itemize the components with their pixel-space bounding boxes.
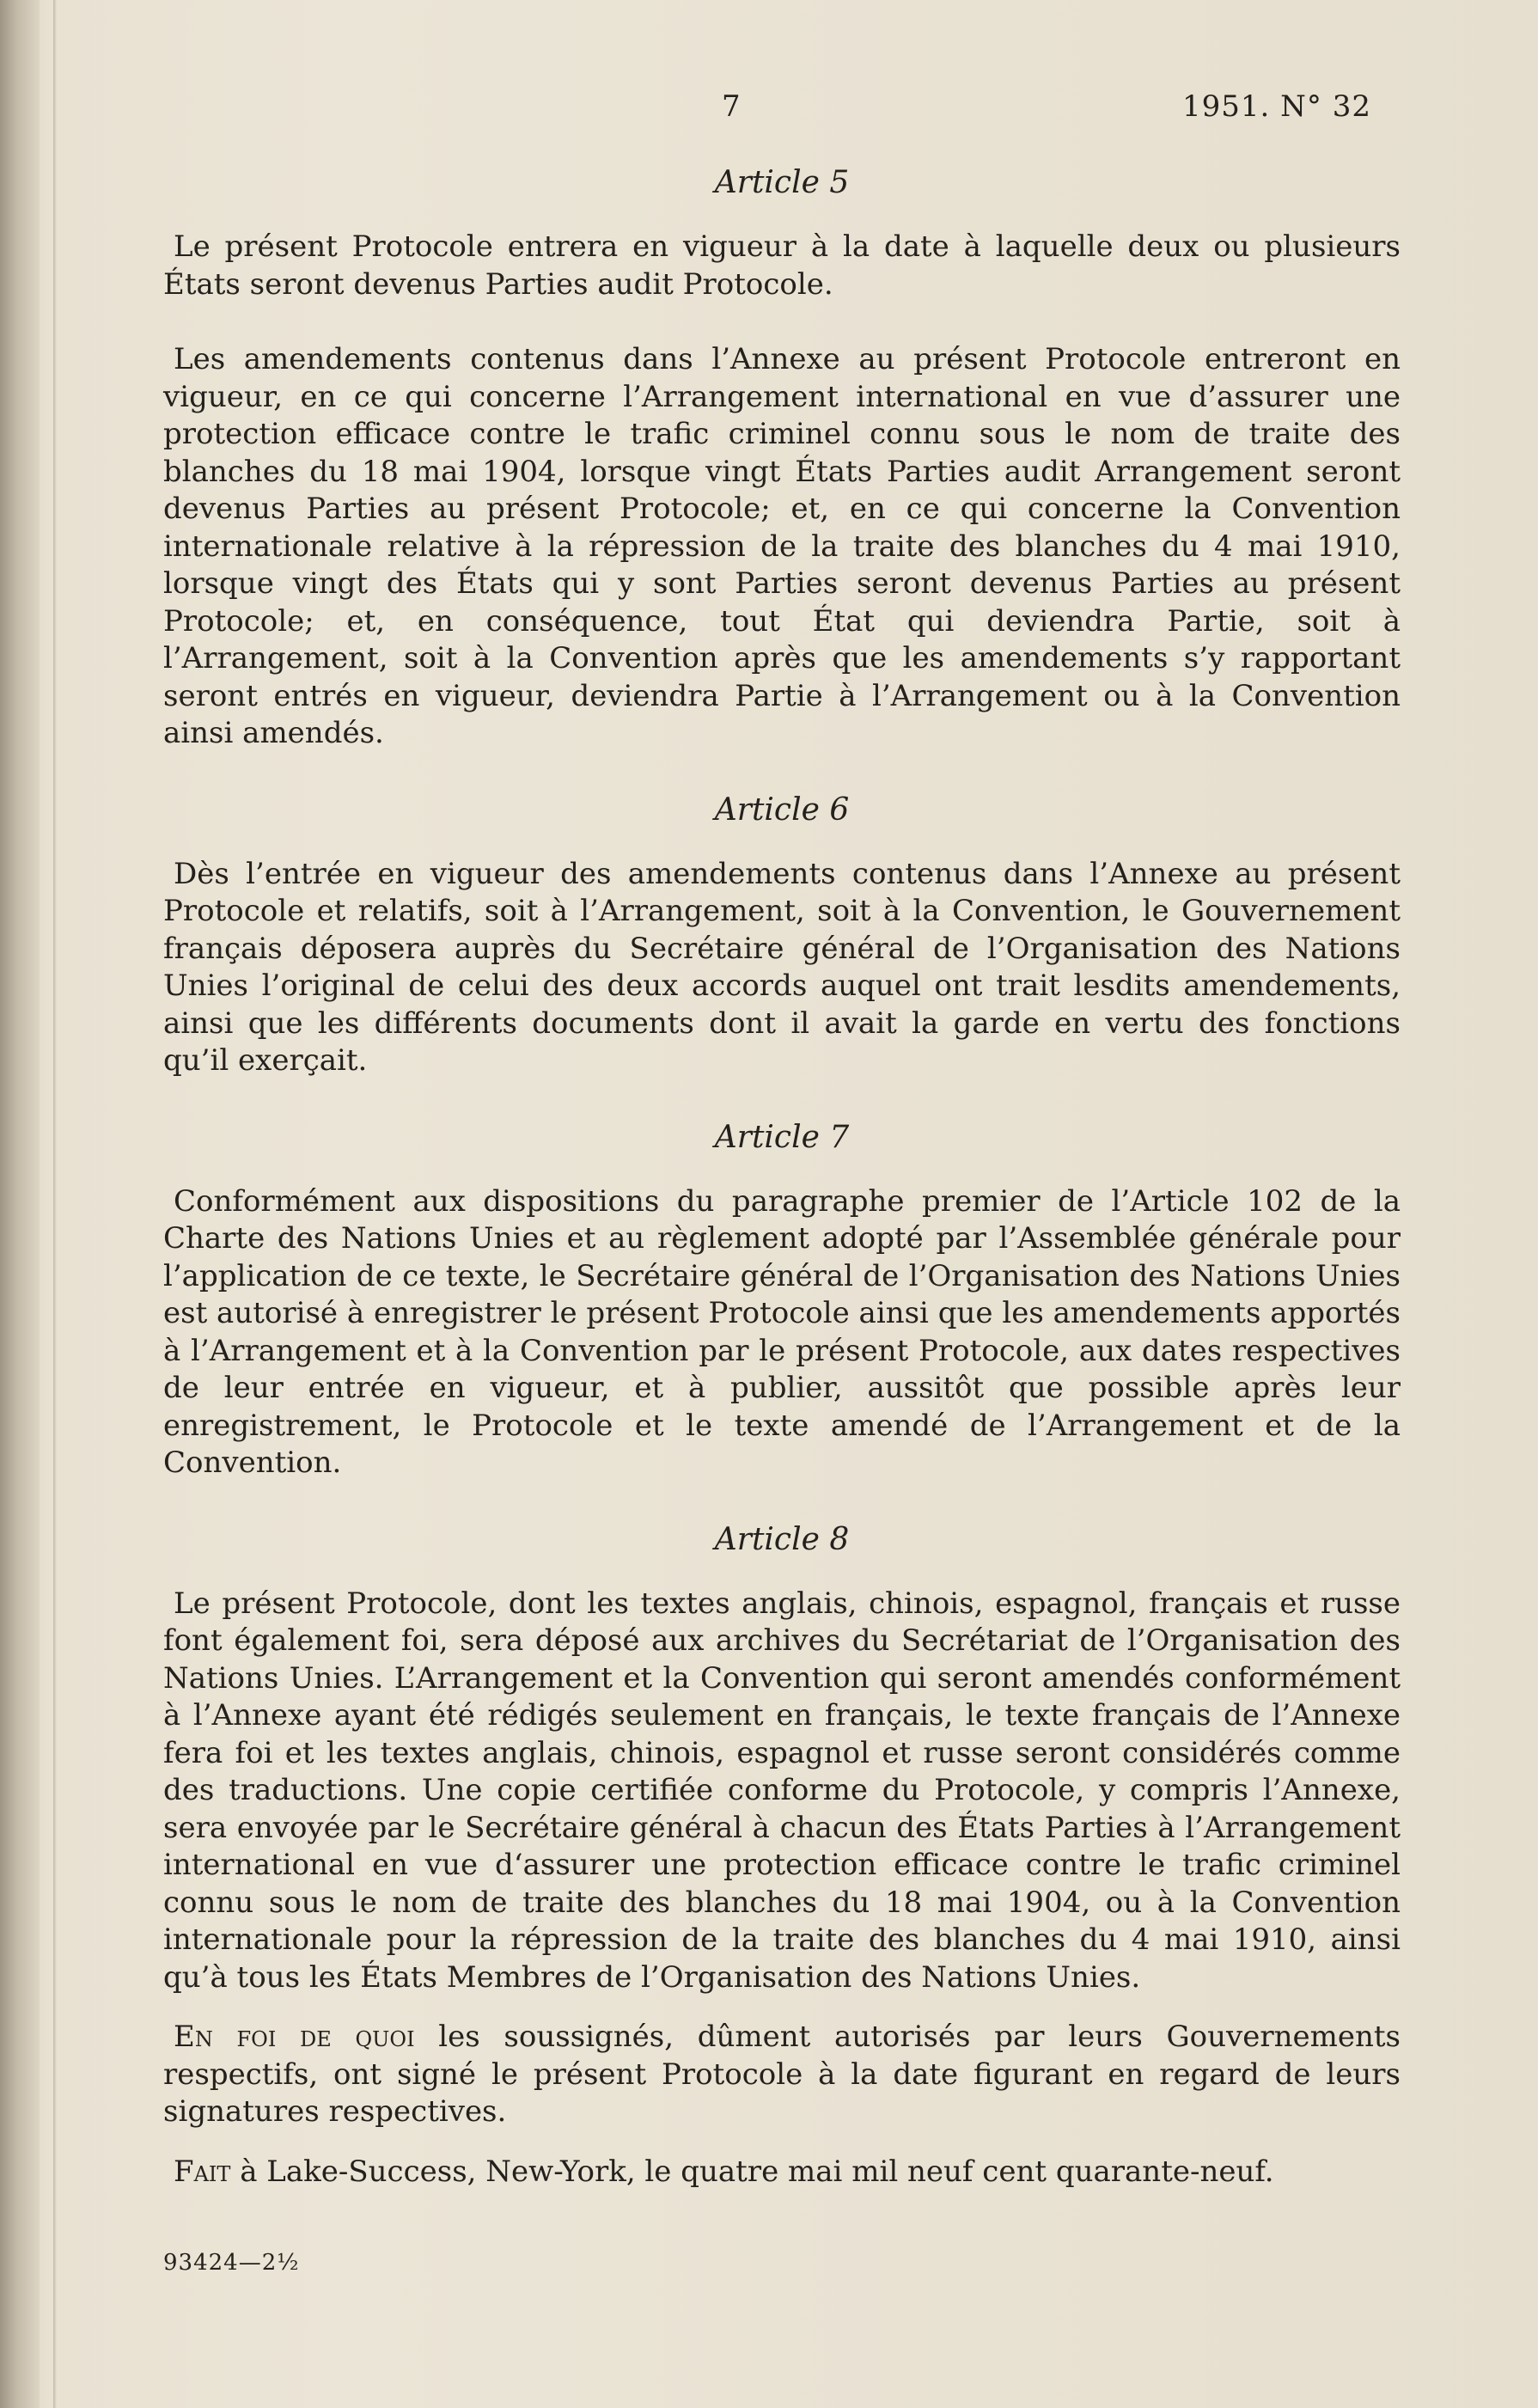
witness-lead: En foi de quoi: [174, 2020, 415, 2054]
binding-shadow: [53, 0, 57, 2408]
article-paragraph: Conformément aux dispositions du paragraphe premier de l’Article 102 de la Charte des Nations Unies et au règlement adopté par l’Assemblée générale pour l’application de ce texte, le Secrétaire général de l’Organisation des Nations Unies est autorisé à enregistrer le présent Protocole ainsi que les amendements apportés à l’Arrangement et à la Convention par le présent Protocole, aux dates respectives de leur entrée en vigueur, et à publier, aussitôt que possible après leur enregistrement, le Protocole et le texte amendé de l’Arrangement et de la Convention.: [163, 1183, 1401, 1480]
article-5: [163, 163, 1401, 753]
article-7: [163, 1118, 1401, 1482]
done-clause: [163, 2154, 1401, 2191]
article-6: [163, 791, 1401, 1080]
witness-text: les soussignés, dûment autorisés par leurs Gouvernements respectifs, ont signé le présent Protocole à la date figurant en regard de leurs signatures respectives.: [163, 2020, 1401, 2129]
article-paragraph: Le présent Protocole, dont les textes anglais, chinois, espagnol, français et russe font également foi, sera déposé aux archives du Secrétariat de l’Organisation des Nations Unies. L’Arrangement et la Convention qui seront amendés conformément à l’Annexe ayant été rédigés seulement en français, le texte français de l’Annexe fera foi et les textes anglais, chinois, espagnol et russe seront considérés comme des traductions. Une copie certifiée conforme du Protocole, y compris l’Annexe, sera envoyée par le Secrétaire général à chacun des États Parties à l’Arrangement international en vue d‘assurer une protection efficace contre le trafic criminel connu sous le nom de traite des blanches du 18 mai 1904, ou à la Convention internationale pour la répression de la traite des blanches du 4 mai 1910, ainsi qu’à tous les États Membres de l’Organisation des Nations Unies.: [163, 1586, 1401, 1995]
done-lead: Fait: [174, 2154, 231, 2189]
article-heading: Article 7: [714, 1119, 850, 1155]
article-heading: Article 5: [714, 165, 850, 200]
witness-clause: [163, 2019, 1401, 2131]
article-heading: Article 6: [714, 791, 850, 828]
done-text: à Lake-Success, New-York, le quatre mai mil neuf cent quarante-neuf.: [230, 2154, 1274, 2189]
print-code: 93424—2½: [163, 2250, 300, 2276]
article-8: [163, 1520, 1401, 1997]
page-number: 7: [722, 89, 741, 124]
main-text: [163, 163, 1401, 2213]
running-header: [0, 89, 1538, 124]
article-heading: Article 8: [714, 1521, 850, 1557]
article-paragraph: Le présent Protocole entrera en vigueur à la date à laquelle deux ou plusieurs États seront devenus Parties audit Protocole.: [163, 229, 1401, 302]
article-paragraph: Les amendements contenus dans l’Annexe au présent Protocole entreront en vigueur, en ce qui concerne l’Arrangement international en vue d’assurer une protection efficace contre le trafic criminel connu sous le nom de traite des blanches du 18 mai 1904, lorsque vingt États Parties audit Arrangement seront devenus Parties au présent Protocole; et, en ce qui concerne la Convention internationale relative à la répression de la traite des blanches du 4 mai 1910, lorsque vingt des États qui y sont Parties seront devenus Parties au présent Protocole; et, en conséquence, tout État qui deviendra Partie, soit à l’Arrangement, soit à la Convention après que les amendements s’y rapportant seront entrés en vigueur, deviendra Partie à l’Arrangement ou à la Convention ainsi amendés.: [163, 342, 1401, 750]
binding-gutter: [0, 0, 40, 2408]
document-reference: 1951. N° 32: [1182, 89, 1371, 124]
article-paragraph: Dès l’entrée en vigueur des amendements contenus dans l’Annexe au présent Protocole et relatifs, soit à l’Arrangement, soit à la Convention, le Gouvernement français déposera auprès du Secrétaire général de l’Organisation des Nations Unies l’original de celui des deux accords auquel ont trait lesdits amendements, ainsi que les différents documents dont il avait la garde en vertu des fonctions qu’il exerçait.: [163, 856, 1401, 1078]
